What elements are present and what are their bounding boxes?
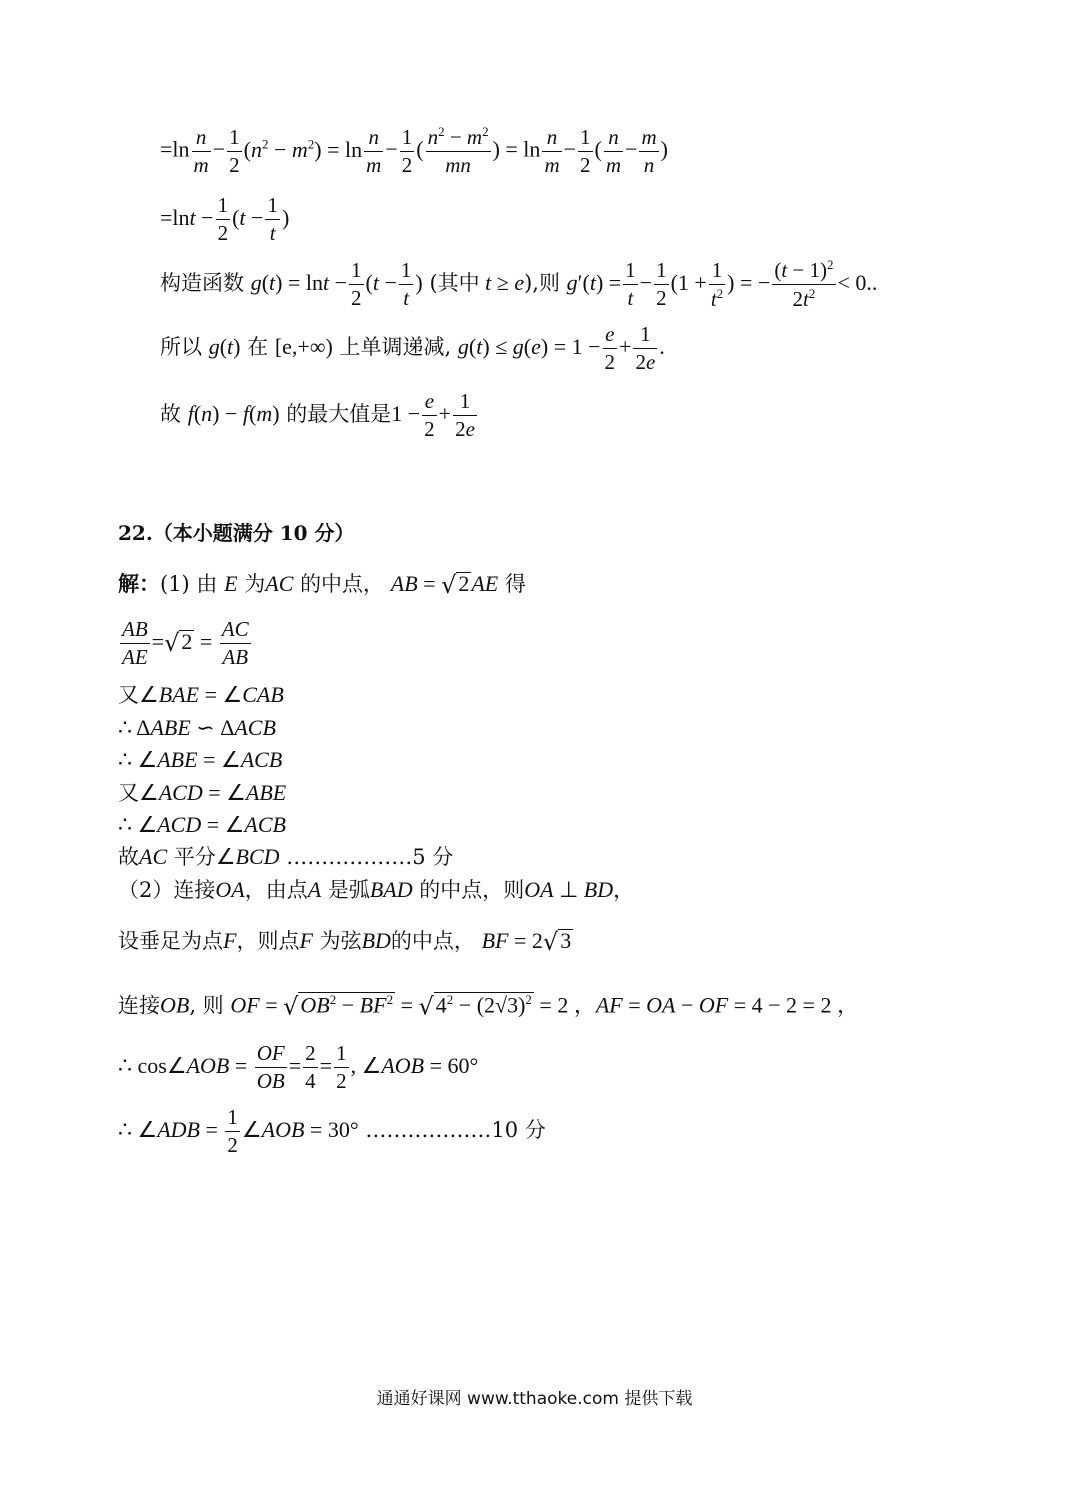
part2-end: ， (613, 878, 635, 902)
label-you: 又 (118, 683, 139, 707)
interval: [e,+∞) (274, 334, 333, 360)
score-5: 5 分 (412, 845, 454, 869)
eq-line-3: 构造函数 g(t) = lnt − $\frac{1}{2}$ (t − $\frac{1}{t}$ ) (其中 t ≥ e),则 g′(t) = $\frac{1}{t}$ − $\frac{1}{2}$ (1 + $\frac{1}{t^2}$ ) = − $\frac{(t - 1)^2}{2t^2}$ < 0.. (160, 257, 878, 312)
part2-mid2: 是弧 (327, 878, 370, 902)
part1-end: 得 (504, 572, 526, 596)
part2-intro: （2）连接OA，由点A 是弧BAD 的中点，则OA ⊥ BD， (118, 877, 635, 902)
step-2: ∴ ΔABE ∽ ΔACB (118, 715, 276, 740)
part1-mid: 为 (244, 572, 266, 596)
foot-line: 设垂足为点F，则点F 为弦BD的中点， BF = 2√3 (118, 928, 572, 956)
label-pingfen: 平分 (173, 845, 216, 869)
label-suoyi: 所以 (160, 335, 202, 360)
label-you: 又 (118, 781, 139, 805)
score-10: 10 分 (491, 1118, 546, 1143)
cos-line: ∴ cos∠AOB = $\frac{OF}{OB}$ = $\frac{2}{4}$ = $\frac{1}{2}$ , ∠AOB = 60° (118, 1041, 479, 1094)
eq-prefix: = (160, 136, 173, 162)
label-then: ),则 (524, 271, 560, 296)
ratio-line: $\frac{AB}{AE}$ =√2 = $\frac{AC}{AB}$ (122, 617, 249, 670)
of-line: 连接OB, 则 OF = $√OB^2 - BF^2 = √4^2 - (2√3)^2 = 2$ ，AF = OA − OF = 4 − 2 = 2 ， (118, 992, 859, 1021)
adb-line: ∴ ∠ADB = $\frac{1}{2}$ ∠AOB = 30° ………………10 分 (118, 1105, 546, 1158)
foot-text-2: ，则点 (236, 929, 300, 953)
dots: ……………… (365, 1118, 492, 1143)
label-gu: 故 (118, 845, 139, 869)
step-3: ∴ ∠ABE = ∠ACB (118, 747, 283, 772)
step-1: 又∠BAE = ∠CAB (118, 682, 284, 707)
therefore-sign: ∴ (118, 1117, 132, 1143)
solve-label: 解： (118, 571, 160, 596)
eq-line-1: =ln $\frac{n}{m}$ − $\frac{1}{2}$ $(n^2 - m^2) = \ln$ $\frac{n}{m}$ − $\frac{1}{2}$ ( $\frac{n^2 - m^2}{mn}$ ) = ln $\frac{n}{m}$ − $\frac{1}{2}$ ( $\frac{n}{m}$ − $\frac{m}{n}$ ) (160, 124, 668, 178)
ob-text-2: , 则 (189, 993, 224, 1018)
therefore-sign: ∴ (118, 715, 132, 740)
step-5: ∴ ∠ACD = ∠ACB (118, 812, 286, 837)
eq-line-4: 所以 g(t) 在 [e,+∞) 上单调递减, g(t) ≤ g(e) = 1 − $\frac{e}{2}$ + $\frac{1}{2e}$ . (160, 322, 665, 375)
therefore-sign: ∴ (118, 1053, 132, 1079)
step-4: 又∠ACD = ∠ABE (118, 780, 287, 805)
part1-intro-text: (1) 由 (160, 572, 218, 596)
dots: ……………… (286, 845, 413, 869)
part1-intro: 解：(1) 由 E 为AC 的中点， AB = √2AE 得 (118, 571, 526, 599)
label-mono: 上单调递减, (339, 335, 452, 360)
foot-text-3: 为弦 (319, 929, 362, 953)
label-construct: 构造函数 (160, 271, 244, 296)
footer-text: 通通好课网 www.tthaoke.com 提供下载 (376, 1389, 693, 1409)
ob-text: 连接 (118, 993, 160, 1018)
label-zai: 在 (247, 335, 269, 360)
part1-mid2: 的中点， (300, 572, 385, 596)
therefore-sign: ∴ (118, 747, 132, 772)
eq-line-2: =lnt − $\frac{1}{2}$ (t − $\frac{1}{t}$ ) (160, 193, 290, 246)
label-max: 的最大值是 (286, 402, 392, 427)
eq-prefix: = (160, 205, 173, 231)
part2-mid: ，由点 (244, 878, 308, 902)
foot-text-4: 的中点， (390, 929, 475, 953)
step-6: 故AC 平分∠BCD ………………5 分 (118, 844, 454, 869)
label-cond: (其中 (429, 271, 480, 296)
question-heading: 22.（本小题满分 10 分） (118, 521, 355, 545)
part2-mid3: 的中点，则 (419, 878, 525, 902)
part2-intro-text: （2）连接 (118, 878, 216, 902)
foot-text-1: 设垂足为点 (118, 929, 223, 953)
label-gu: 故 (160, 402, 181, 427)
eq-line-5: 故 f(n) − f(m) 的最大值是1 − $\frac{e}{2}$ + $\frac{1}{2e}$ (160, 389, 475, 442)
therefore-sign: ∴ (118, 812, 132, 837)
